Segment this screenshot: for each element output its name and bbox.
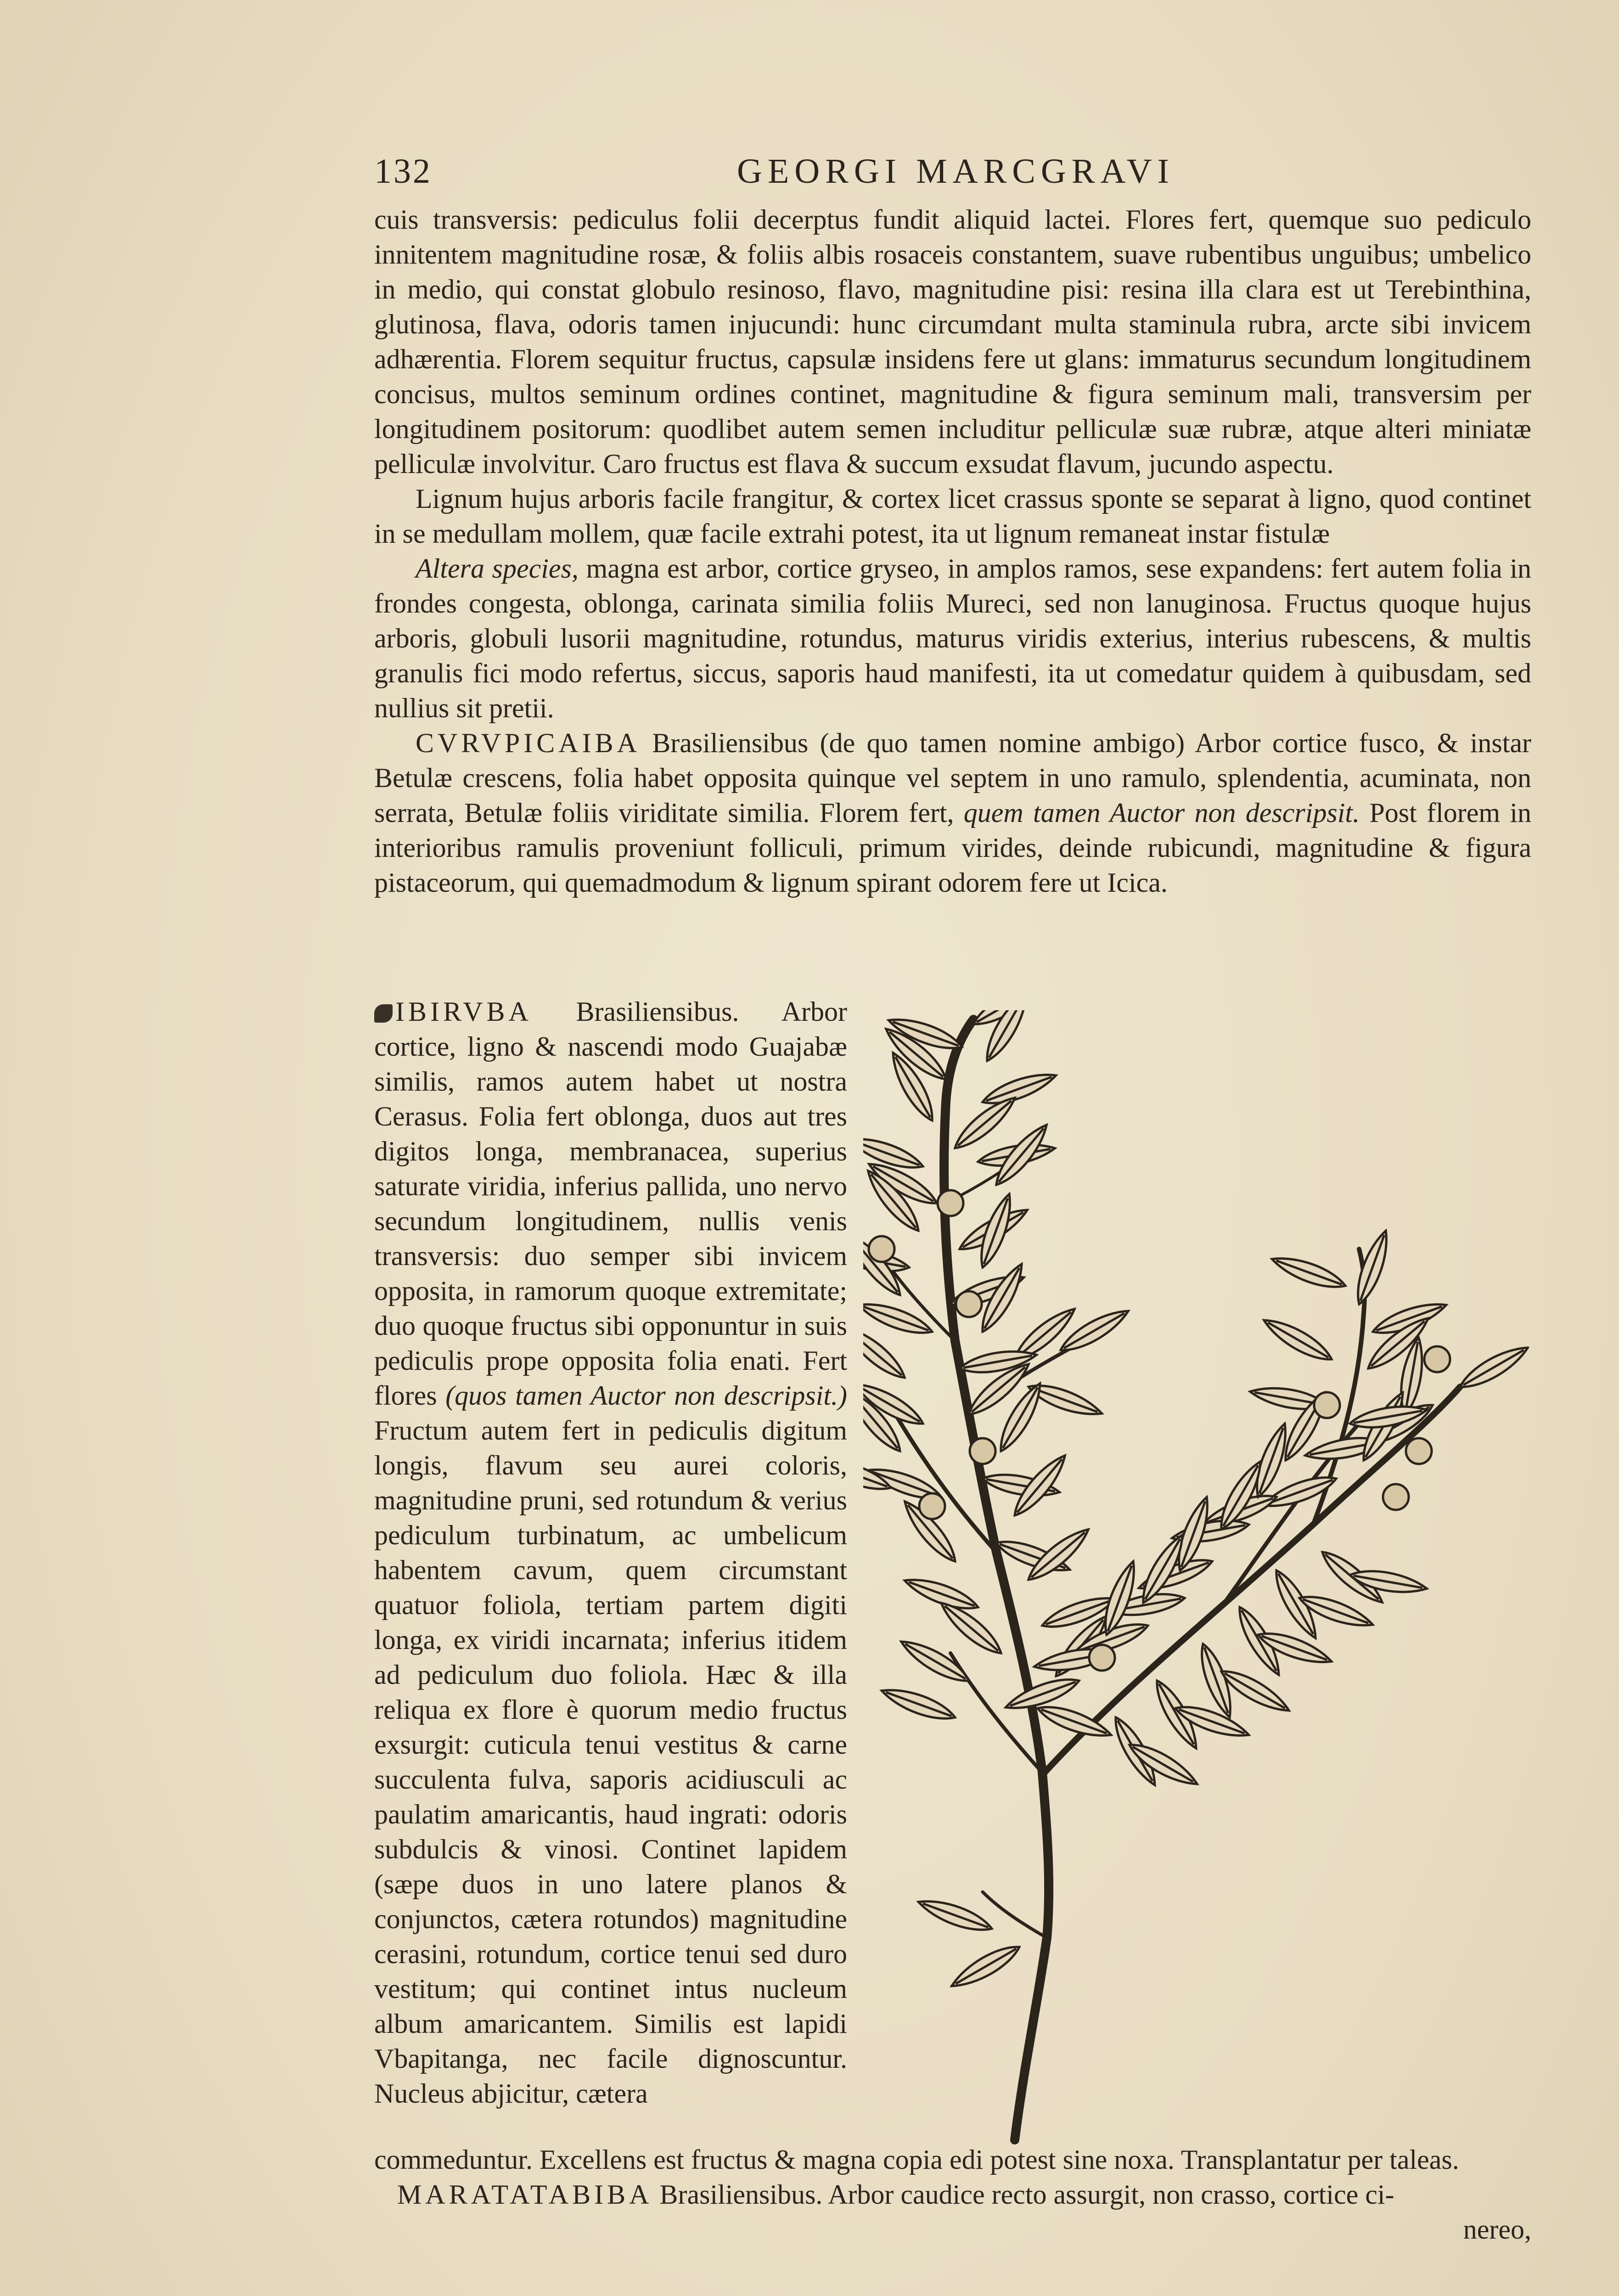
paragraph-3-lead: Altera species, [416,553,579,584]
leaf-shape [897,1634,973,1688]
fruit-shape [869,1236,894,1262]
fruit-shape [1406,1438,1432,1464]
leaf-shape [902,1572,981,1616]
plant-name-ibirvba: IBIRVBA [395,996,532,1027]
fruit-shape [970,1438,995,1464]
paragraph-4-text-a: Brasiliensibus (de quo tamen nomine ambigo) Arbor cortice fusco, & instar Betulæ crescens, folia habet opposita quinque vel septem in uno ramulo, splendentia, acuminata, non serrata, Betulæ foliis viriditate similia. Florem fert, [374,728,1531,828]
leaf-shape [1269,1251,1349,1294]
lower-text-block [374,2142,1531,2247]
leaf-shape [1456,1340,1529,1395]
paragraph-4-italic: quem tamen Auctor non descripsit. [963,798,1360,828]
fruit-shape [1383,1484,1409,1510]
fruit-shape [919,1493,945,1519]
plant-woodcut-figure [863,1010,1529,2149]
paragraph-6-text: Brasiliensibus. Arbor caudice recto assurgit, non crasso, cortice ci- [652,2179,1394,2210]
ibirvba-column [374,994,847,2111]
fruit-shape [938,1190,963,1216]
leaf-shape [947,1939,1024,1994]
paragraph-4 [374,726,1531,900]
paragraph-5-end: commeduntur. Excellens est fructus & magna copia edi potest sine noxa. Transplantatur per taleas. [374,2144,1459,2175]
plant-leaves [863,1010,1529,1994]
paragraph-5-italic: (quos tamen Auctor non descripsit.) [445,1380,847,1411]
plant-name-maratatabiba: MARATATABIBA [397,2179,653,2210]
upper-text-block [374,202,1531,900]
paragraph-5-text-a: Brasiliensibus. Arbor cortice, ligno & nascendi modo Guajabæ similis, ramos autem habet ut nostra Cerasus. Folia fert oblonga, duos aut tres digitos longa, membranacea, superius saturate viridia, inferius pallida, uno nervo secundum longitudinem, nullis venis transversis: duo semper sibi invicem opposita, in ramorum quoque extremitate; duo quoque fructus sibi opponuntur in suis pediculis prope opposita folia enati. Fert flores [374,996,847,1411]
paragraph-3 [374,551,1531,726]
leaf-shape [879,1683,958,1726]
fruit-shape [1314,1392,1340,1418]
paragraph-2: Lignum hujus arboris facile frangitur, & cortex licet crassus sponte se separat à ligno, quod continet in se medullam mollem, quæ facile extrahi potest, ita ut lignum remaneat instar fistulæ [374,484,1531,549]
running-title: GEORGI MARCGRAVI [737,152,1175,191]
fruit-shape [1089,1645,1115,1671]
catchword: nereo, [1463,2214,1531,2245]
fruit-shape [956,1291,982,1317]
paragraph-4-text-b: Post florem in interioribus ramulis proveniunt folliculi, primum virides, deinde rubicundi, magnitudine & figura pistaceorum, qui quemadmodum & lignum spirant odorem fere ut Icica. [374,798,1531,898]
fleuron-icon [374,1004,393,1023]
plant-name-curupicaiba: CVRVPICAIBA [416,728,641,758]
leaf-shape [863,1297,935,1340]
paragraph-6 [374,2177,1531,2212]
paragraph-1: cuis transversis: pediculus folii decerptus fundit aliquid lactei. Flores fert, quemque suo pediculo innitentem magnitudine rosæ, & foliis albis rosaceis constantem, suave rubentibus unguibus; umbelico in medio, qui constat globulo resinoso, flavo, magnitudine pisi: resina illa clara est ut Terebinthina, glutinosa, flava, odoris tamen injucundi: hunc circumdant multa staminula rubra, arcte sibi invicem adhærentia. Florem sequitur fructus, capsulæ insidens fere ut glans: immaturus secundum longitudinem concisus, multos seminum ordines continet, magnitudine & figura seminum mali, transversim per longitudinem positorum: quodlibet autem semen includitur pelliculæ suæ rubræ, atque alteri miniatæ pelliculæ involvitur. Caro fructus est flava & succum exsudat flavum, jucundo aspectu. [374,204,1531,479]
leaf-shape [979,1067,1059,1111]
paragraph-5-text-b: Fructum autem fert in pediculis digitum longis, flavum seu aurei coloris, magnitudine pruni, sed rotundum & verius pediculum turbinatum, ac umbelicum habentem cavum, quem circumstant quatuor foliola, tertiam partem digiti longa, ex viridi incarnata; inferius itidem ad pediculum duo foliola. Hæc & illa reliqua ex flore è quorum medio fructus exsurgit: cuticula tenui vestitus & carne succulenta fulva, saporis acidiusculi ac paulatim amaricantis, haud ingrati: odoris subdulcis & vinosi. Continet lapidem (sæpe duos in uno latere planos & conjunctos, cætera rotundos) magnitudine cerasini, rotundum, cortice tenui sed duro vestitum; qui continet intus nucleum album amaricantem. Similis est lapidi Vbapitanga, nec facile dignoscuntur. Nucleus abjicitur, cætera [374,1415,847,2109]
paragraph-5 [374,994,847,2111]
leaf-shape [1259,1312,1336,1367]
paragraph-3-text: magna est arbor, cortice gryseo, in amplos ramos, sese expandens: fert autem folia in frondes congesta, oblonga, carinata similia foliis Mureci, sed non lanuginosa. Fructus quoque hujus arboris, globuli lusorii magnitudine, rotundus, maturus viridis exterius, interius rubescens, & multis granulis fici modo refertus, siccus, saporis haud manifesti, ita ut comedatur quidem à quibusdam, sed nullius sit pretii. [374,553,1531,723]
leaf-shape [1351,1228,1394,1307]
running-head [374,152,1513,202]
leaf-shape [916,1894,995,1937]
fruit-shape [1424,1346,1450,1372]
page-number: 132 [374,152,432,191]
